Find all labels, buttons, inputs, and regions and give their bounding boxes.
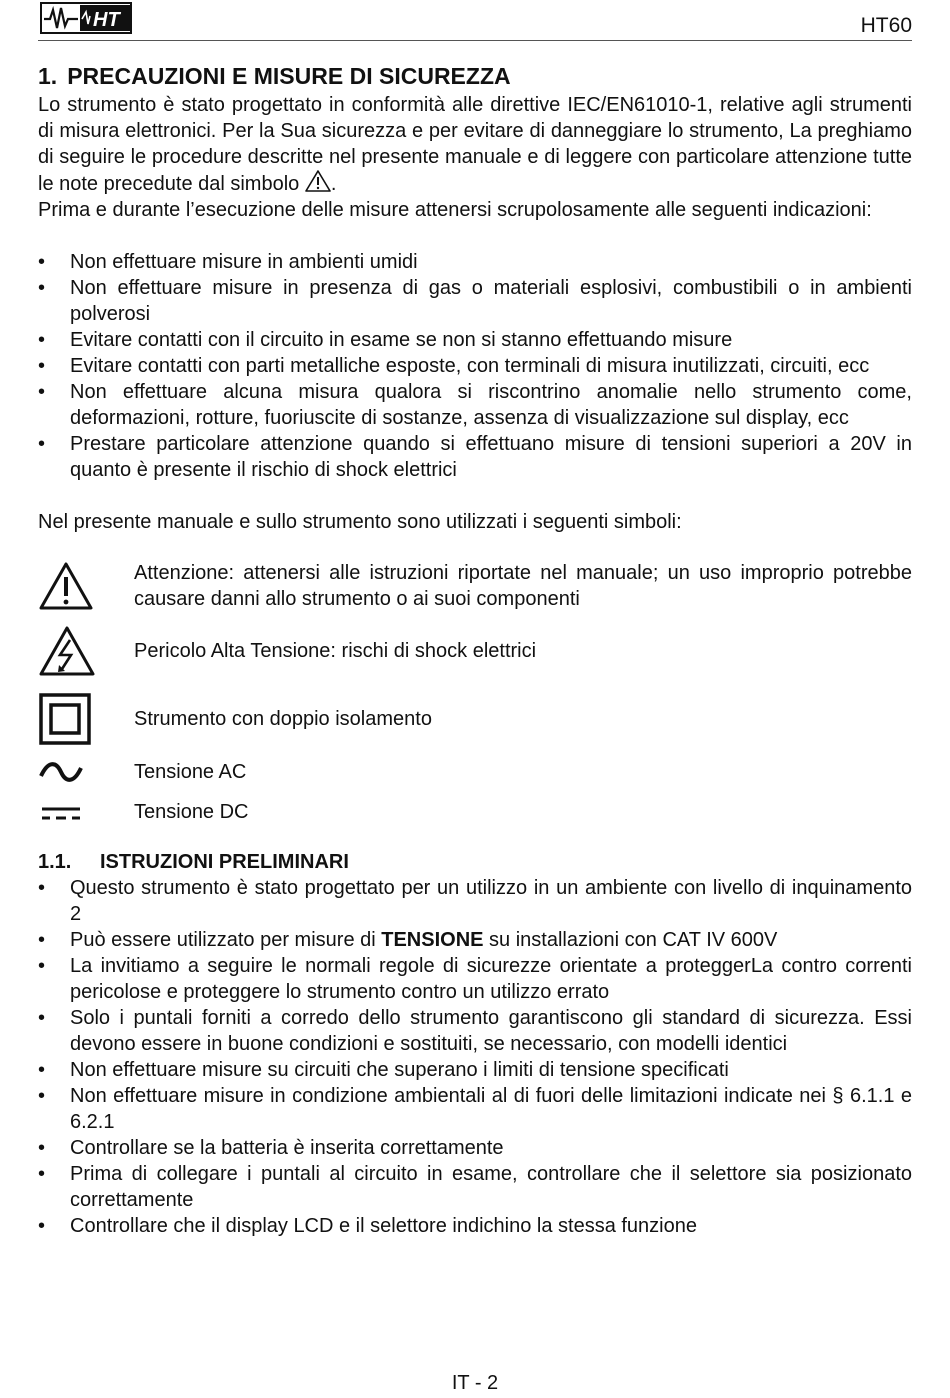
symbol-row <box>38 625 912 677</box>
symbol-row <box>38 797 912 827</box>
section-number: 1.1. <box>38 851 72 873</box>
page-content <box>38 60 912 1239</box>
double-insulation-icon <box>38 692 92 746</box>
page-header <box>38 0 912 41</box>
ac-voltage-icon <box>38 759 84 785</box>
section-1-1-title <box>38 849 912 875</box>
list-item: • Controllare se la batteria è inserita correttamente <box>38 1135 912 1161</box>
section-title-text: ISTRUZIONI PRELIMINARI <box>100 851 349 873</box>
dc-voltage-icon <box>38 801 84 823</box>
warning-triangle-icon <box>305 170 331 192</box>
intro-paragraph-2: Prima e durante l’esecuzione delle misure attenersi scrupolosamente alle seguenti indicazioni: <box>38 199 872 221</box>
list-item: • Non effettuare misure in condizione ambientali al di fuori delle limitazioni indicate nei § 6.1.1 e 6.2.1 <box>38 1083 912 1135</box>
list-item: • Non effettuare alcuna misura qualora si riscontrino anomalie nello strumento come, deformazioni, rotture, fuoriuscite di sostanze, assenza di visualizzazione sul display, ecc <box>38 379 912 431</box>
symbol-row <box>38 755 912 789</box>
intro-paragraph <box>38 92 912 197</box>
preliminary-list <box>38 875 912 1239</box>
list-item: • Evitare contatti con parti metalliche esposte, con terminali di misura inutilizzati, circuiti, ecc <box>38 353 912 379</box>
high-voltage-icon <box>38 625 96 677</box>
symbol-row <box>38 691 912 747</box>
section-number: 1. <box>38 63 58 89</box>
list-item: • Non effettuare misure in presenza di gas o materiali esplosivi, combustibili o in ambienti polverosi <box>38 275 912 327</box>
safety-list <box>38 249 912 483</box>
section-title-text: PRECAUZIONI E MISURE DI SICUREZZA <box>67 63 511 89</box>
list-item: • Prima di collegare i puntali al circuito in esame, controllare che il selettore sia posizionato correttamente <box>38 1161 912 1213</box>
list-item: • Prestare particolare attenzione quando si effettuano misure di tensioni superiori a 20V in quanto è presente il rischio di shock elettrici <box>38 431 912 483</box>
list-item: • Evitare contatti con il circuito in esame se non si stanno effettuando misure <box>38 327 912 353</box>
list-item: • Solo i puntali forniti a corredo dello strumento garantiscono gli standard di sicurezza. Essi devono essere in buone condizioni e sostituiti, se necessario, con modelli identici <box>38 1005 912 1057</box>
list-item: • Controllare che il display LCD e il selettore indichino la stessa funzione <box>38 1213 912 1239</box>
list-item: • Non effettuare misure su circuiti che superano i limiti di tensione specificati <box>38 1057 912 1083</box>
intro-text: Lo strumento è stato progettato in conformità alle direttive IEC/EN61010-1, relative agli strumenti di misura elettronici. Per la Sua sicurezza e per evitare di danneggiare lo strumento, La preghiamo di seguire le procedure descritte nel presente manuale e di leggere con particolare attenzione tutte le note precedute dal simbolo <box>38 94 912 195</box>
symbol-description: Tensione DC <box>134 801 249 823</box>
symbol-description: Attenzione: attenersi alle istruzioni riportate nel manuale; un uso improprio potrebbe causare danni allo strumento o ai suoi componenti <box>134 562 912 610</box>
intro-text-end: . <box>330 173 337 195</box>
symbol-description: Pericolo Alta Tensione: rischi di shock elettrici <box>134 640 537 662</box>
model-name: HT60 <box>860 14 912 37</box>
bold-term: TENSIONE <box>381 929 484 951</box>
list-item: • Può essere utilizzato per misure di TENSIONE su installazioni con CAT IV 600V <box>38 927 912 953</box>
logo-text: HT <box>93 9 120 31</box>
ht-logo <box>40 2 132 34</box>
warning-triangle-icon <box>38 561 94 611</box>
symbols-intro: Nel presente manuale e sullo strumento sono utilizzati i seguenti simboli: <box>38 511 682 533</box>
list-item: • Questo strumento è stato progettato per un utilizzo in un ambiente con livello di inquinamento 2 <box>38 875 912 927</box>
section-1-title <box>38 60 912 92</box>
symbol-description: Strumento con doppio isolamento <box>134 708 432 730</box>
symbol-row <box>38 555 912 617</box>
page-number: IT - 2 <box>451 1372 499 1394</box>
list-item: • La invitiamo a seguire le normali regole di sicurezze orientate a proteggerLa contro correnti pericolose e proteggere lo strumento contro un utilizzo errato <box>38 953 912 1005</box>
list-item: • Non effettuare misure in ambienti umidi <box>38 249 912 275</box>
symbol-description: Tensione AC <box>134 761 247 783</box>
